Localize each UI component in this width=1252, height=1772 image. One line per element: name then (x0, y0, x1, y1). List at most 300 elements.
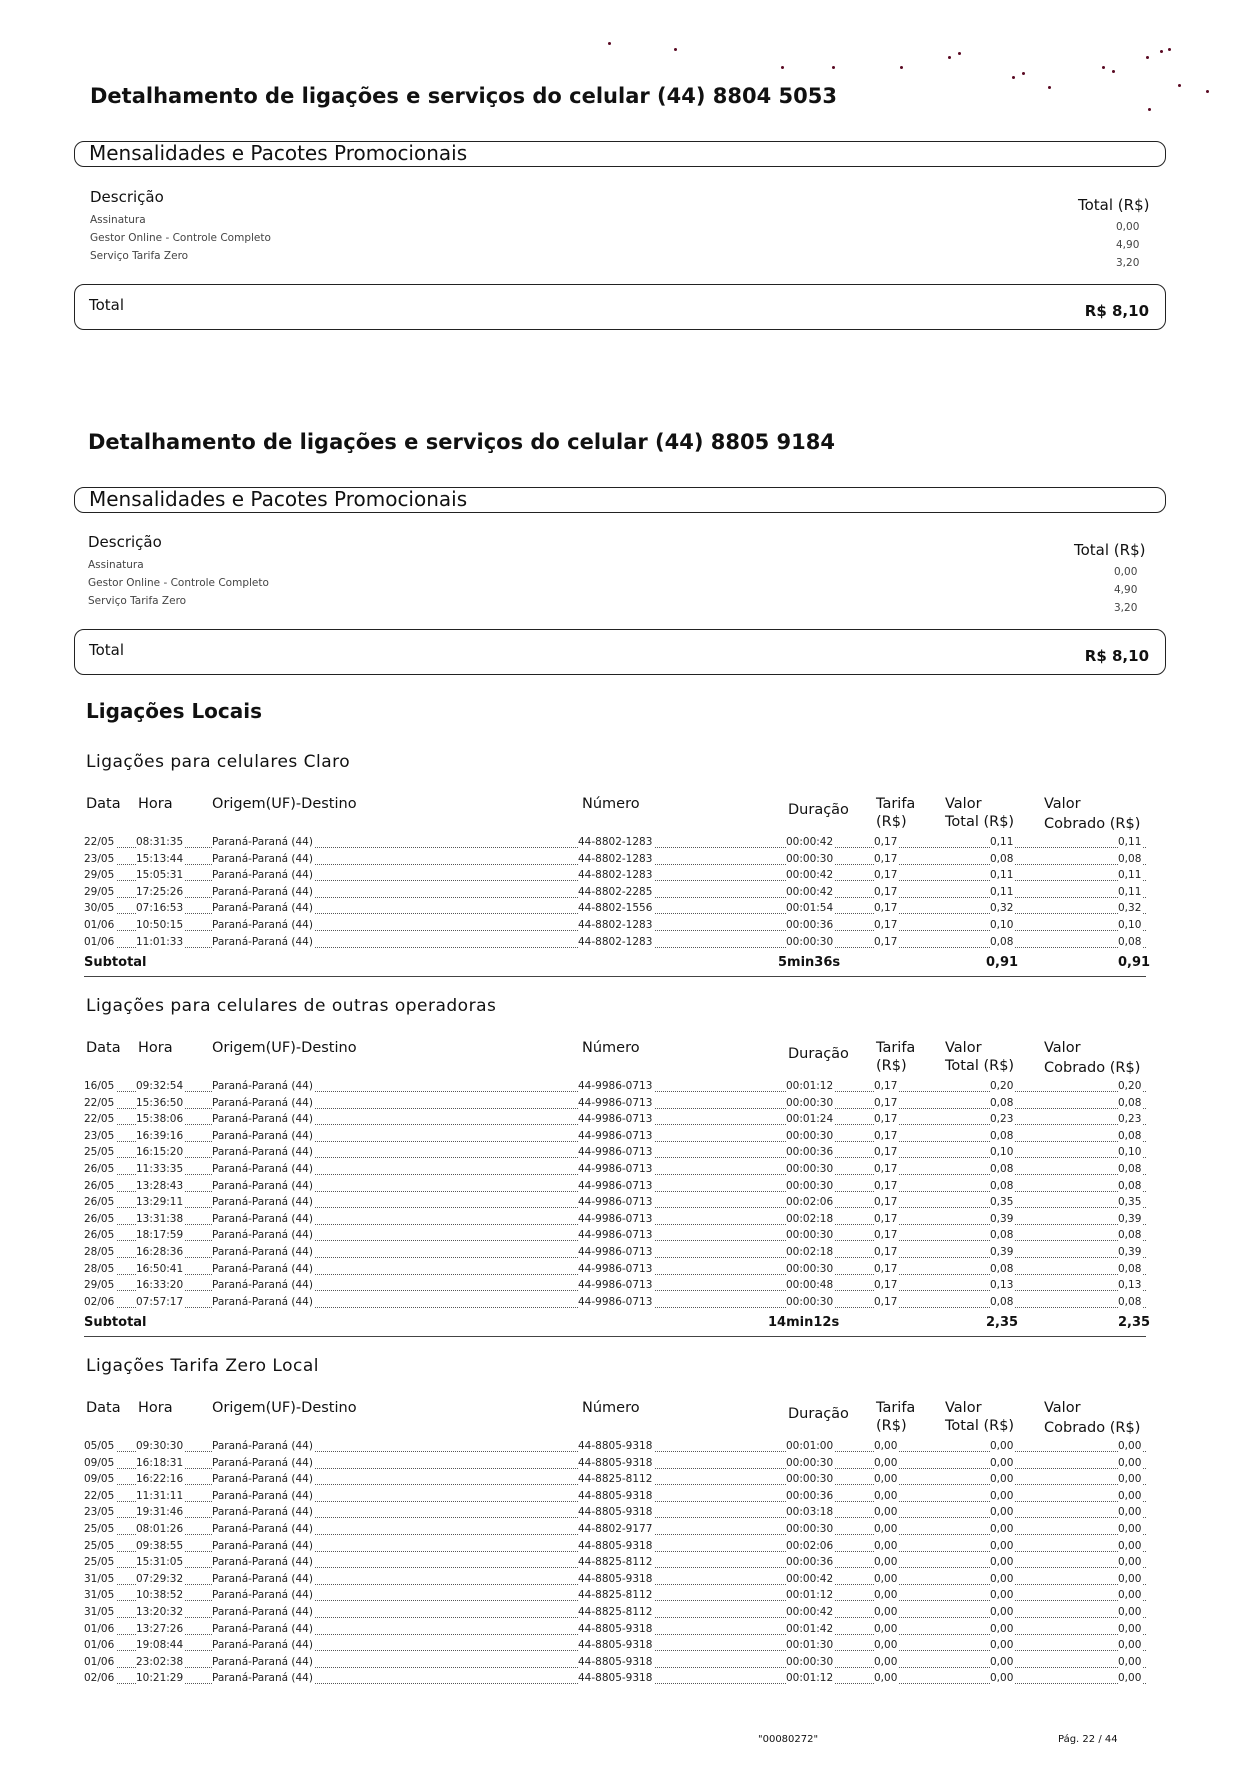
cell-tariff: 0,00 (874, 1589, 898, 1602)
footer-code: "00080272" (758, 1734, 819, 1745)
cell-date: 31/05 (84, 1572, 115, 1585)
cell-number: 44-9986-0713 (578, 1212, 653, 1225)
cell-charged: 0,08 (1118, 1163, 1142, 1175)
block1-total-box (74, 284, 1166, 330)
decorative-dot (674, 48, 677, 51)
cell-origin: Paraná-Paraná (44) (212, 935, 313, 948)
cell-total: 0,13 (990, 1279, 1014, 1292)
decorative-dot (900, 66, 903, 69)
cell-date: 16/05 (84, 1080, 115, 1092)
cell-duration: 00:00:30 (786, 1179, 834, 1192)
subtotal-divider (84, 1336, 1146, 1337)
cell-number: 44-8802-9177 (578, 1523, 653, 1535)
cell-date: 22/05 (84, 836, 115, 848)
cell-number: 44-9986-0713 (578, 1179, 653, 1192)
cell-charged: 0,32 (1118, 902, 1142, 915)
column-header-tarifa: Tarifa (876, 1400, 916, 1416)
column-header-vtotal2: Total (R$) (945, 1058, 1015, 1074)
table-row (84, 1473, 1146, 1489)
cell-number: 44-9986-0713 (578, 1113, 653, 1126)
block2-box-title-text: Mensalidades e Pacotes Promocionais (89, 487, 468, 511)
cell-date: 22/05 (84, 1096, 115, 1109)
table-row (84, 1440, 1146, 1456)
column-header-vtotal: Valor (945, 1040, 982, 1056)
table-row (84, 1556, 1146, 1572)
decorative-dot (1146, 56, 1149, 59)
block2-total-box (74, 629, 1166, 675)
cell-time: 13:31:38 (136, 1212, 184, 1225)
cell-origin: Paraná-Paraná (44) (212, 1440, 313, 1452)
table-row (84, 1180, 1146, 1196)
cell-time: 09:38:55 (136, 1539, 184, 1552)
cell-charged: 0,00 (1118, 1556, 1142, 1569)
cell-number: 44-8802-1283 (578, 836, 653, 848)
cell-date: 30/05 (84, 902, 115, 915)
cell-duration: 00:00:36 (786, 1556, 834, 1569)
cell-number: 44-8805-9318 (578, 1572, 653, 1585)
cell-date: 23/05 (84, 1506, 115, 1519)
cell-date: 02/06 (84, 1295, 115, 1308)
cell-origin: Paraná-Paraná (44) (212, 1523, 313, 1535)
column-header-hora: Hora (138, 1400, 173, 1416)
cell-number: 44-8825-8112 (578, 1473, 653, 1486)
cell-origin: Paraná-Paraná (44) (212, 852, 313, 865)
block1-total-label: Total (89, 296, 125, 314)
cell-date: 02/06 (84, 1672, 115, 1685)
cell-charged: 0,00 (1118, 1489, 1142, 1502)
column-header-duracao: Duração (788, 802, 849, 818)
cell-time: 13:29:11 (136, 1196, 184, 1209)
cell-charged: 0,08 (1118, 1229, 1142, 1242)
cell-tariff: 0,17 (874, 935, 898, 948)
cell-date: 01/06 (84, 919, 115, 931)
column-header-numero: Número (582, 1040, 640, 1056)
cell-date: 26/05 (84, 1196, 115, 1209)
cell-origin: Paraná-Paraná (44) (212, 1129, 313, 1142)
cell-tariff: 0,00 (874, 1539, 898, 1552)
cell-charged: 0,13 (1118, 1279, 1142, 1292)
cell-charged: 0,00 (1118, 1473, 1142, 1486)
table-row (84, 1279, 1146, 1295)
table-row (84, 1506, 1146, 1522)
cell-duration: 00:00:36 (786, 919, 834, 931)
cell-origin: Paraná-Paraná (44) (212, 1196, 313, 1209)
column-header-numero: Número (582, 796, 640, 812)
cell-time: 23:02:38 (136, 1655, 184, 1668)
cell-tariff: 0,00 (874, 1506, 898, 1519)
cell-tariff: 0,17 (874, 852, 898, 865)
cell-date: 09/05 (84, 1473, 115, 1486)
column-header-data: Data (86, 1400, 121, 1416)
cell-duration: 00:02:06 (786, 1539, 834, 1552)
table-row (84, 1523, 1146, 1539)
table-row (84, 1097, 1146, 1113)
column-header-duracao: Duração (788, 1406, 849, 1422)
cell-date: 23/05 (84, 1129, 115, 1142)
cell-origin: Paraná-Paraná (44) (212, 1179, 313, 1192)
cell-tariff: 0,00 (874, 1556, 898, 1569)
table-row (84, 1080, 1146, 1096)
cell-total: 0,10 (990, 919, 1014, 931)
cell-number: 44-8805-9318 (578, 1655, 653, 1668)
table-row (84, 1490, 1146, 1506)
cell-total: 0,08 (990, 1262, 1014, 1275)
cell-number: 44-8825-8112 (578, 1556, 653, 1569)
decorative-dot (1168, 48, 1171, 51)
cell-origin: Paraná-Paraná (44) (212, 1080, 313, 1092)
subtotal-charged: 2,35 (1118, 1315, 1151, 1331)
cell-duration: 00:00:30 (786, 1163, 834, 1175)
cell-tariff: 0,00 (874, 1672, 898, 1685)
cell-duration: 00:00:30 (786, 1655, 834, 1668)
decorative-dot (1178, 84, 1181, 87)
cell-charged: 0,35 (1118, 1196, 1142, 1209)
cell-origin: Paraná-Paraná (44) (212, 836, 313, 848)
block1-item-value: 0,00 (1116, 221, 1140, 233)
cell-duration: 00:00:30 (786, 1229, 834, 1242)
footer-page-number: Pág. 22 / 44 (1058, 1734, 1118, 1745)
cell-duration: 00:03:18 (786, 1506, 834, 1519)
cell-date: 01/06 (84, 1655, 115, 1668)
column-header-vcobrado2: Cobrado (R$) (1044, 1420, 1141, 1436)
cell-duration: 00:01:24 (786, 1113, 834, 1126)
cell-origin: Paraná-Paraná (44) (212, 1246, 313, 1258)
cell-total: 0,00 (990, 1456, 1014, 1469)
column-header-vtotal2: Total (R$) (945, 1418, 1015, 1434)
cell-total: 0,00 (990, 1506, 1014, 1519)
table-row (84, 1623, 1146, 1639)
cell-time: 10:21:29 (136, 1672, 184, 1685)
column-header-vcobrado: Valor (1044, 1400, 1081, 1416)
cell-origin: Paraná-Paraná (44) (212, 1229, 313, 1242)
cell-time: 09:32:54 (136, 1080, 184, 1092)
cell-total: 0,00 (990, 1539, 1014, 1552)
cell-total: 0,08 (990, 935, 1014, 948)
cell-date: 09/05 (84, 1456, 115, 1469)
block1-box-title (74, 141, 1166, 167)
cell-number: 44-9986-0713 (578, 1279, 653, 1292)
cell-time: 13:20:32 (136, 1606, 184, 1618)
column-header-origem: Origem(UF)-Destino (212, 1400, 357, 1416)
cell-time: 18:17:59 (136, 1229, 184, 1242)
cell-tariff: 0,17 (874, 1262, 898, 1275)
block2-item-name: Assinatura (88, 559, 144, 571)
table-row (84, 1113, 1146, 1129)
column-header-vcobrado2: Cobrado (R$) (1044, 1060, 1141, 1076)
block1-item-name: Serviço Tarifa Zero (90, 250, 189, 262)
cell-duration: 00:00:30 (786, 1295, 834, 1308)
cell-number: 44-8805-9318 (578, 1506, 653, 1519)
cell-date: 28/05 (84, 1262, 115, 1275)
subtotal-total: 0,91 (986, 955, 1019, 971)
cell-charged: 0,08 (1118, 935, 1142, 948)
cell-origin: Paraná-Paraná (44) (212, 1489, 313, 1502)
cell-time: 16:15:20 (136, 1146, 184, 1159)
table-row (84, 1457, 1146, 1473)
cell-origin: Paraná-Paraná (44) (212, 902, 313, 915)
cell-number: 44-9986-0713 (578, 1163, 653, 1175)
decorative-dot (1022, 72, 1025, 75)
cell-date: 29/05 (84, 885, 115, 898)
cell-time: 13:28:43 (136, 1179, 184, 1192)
cell-time: 15:36:50 (136, 1096, 184, 1109)
cell-origin: Paraná-Paraná (44) (212, 869, 313, 882)
cell-origin: Paraná-Paraná (44) (212, 1672, 313, 1685)
cell-origin: Paraná-Paraná (44) (212, 1456, 313, 1469)
block2-item-name: Serviço Tarifa Zero (88, 595, 187, 607)
cell-total: 0,11 (990, 885, 1014, 898)
cell-number: 44-8825-8112 (578, 1606, 653, 1618)
cell-total: 0,23 (990, 1113, 1014, 1126)
cell-date: 22/05 (84, 1489, 115, 1502)
cell-tariff: 0,17 (874, 1163, 898, 1175)
decorative-dot (958, 52, 961, 55)
cell-time: 19:08:44 (136, 1639, 184, 1652)
block1-item-value: 3,20 (1116, 257, 1140, 269)
cell-total: 0,08 (990, 852, 1014, 865)
table-row (84, 836, 1146, 852)
cell-duration: 00:00:42 (786, 869, 834, 882)
cell-charged: 0,10 (1118, 919, 1142, 931)
cell-charged: 0,23 (1118, 1113, 1142, 1126)
column-header-duracao: Duração (788, 1046, 849, 1062)
block2-item-value: 0,00 (1114, 566, 1138, 578)
cell-origin: Paraná-Paraná (44) (212, 1589, 313, 1602)
cell-duration: 00:00:30 (786, 1456, 834, 1469)
cell-time: 11:01:33 (136, 935, 184, 948)
cell-total: 0,39 (990, 1246, 1014, 1258)
cell-duration: 00:00:36 (786, 1146, 834, 1159)
cell-charged: 0,08 (1118, 1129, 1142, 1142)
column-header-tarifa2: (R$) (876, 1058, 907, 1074)
cell-origin: Paraná-Paraná (44) (212, 1655, 313, 1668)
cell-charged: 0,08 (1118, 1179, 1142, 1192)
column-header-vcobrado2: Cobrado (R$) (1044, 816, 1141, 832)
cell-tariff: 0,17 (874, 1212, 898, 1225)
cell-number: 44-8825-8112 (578, 1589, 653, 1602)
column-header-tarifa: Tarifa (876, 796, 916, 812)
cell-charged: 0,00 (1118, 1506, 1142, 1519)
locais-section-title: Ligações Locais (86, 699, 263, 723)
column-header-tarifa2: (R$) (876, 814, 907, 830)
cell-number: 44-8805-9318 (578, 1456, 653, 1469)
cell-charged: 0,00 (1118, 1622, 1142, 1635)
decorative-dot (832, 66, 835, 69)
block1-item-value: 4,90 (1116, 239, 1140, 251)
cell-duration: 00:01:12 (786, 1080, 834, 1092)
cell-total: 0,32 (990, 902, 1014, 915)
cell-origin: Paraná-Paraná (44) (212, 1163, 313, 1175)
cell-duration: 00:02:18 (786, 1246, 834, 1258)
cell-origin: Paraná-Paraná (44) (212, 1506, 313, 1519)
cell-time: 16:50:41 (136, 1262, 184, 1275)
cell-charged: 0,00 (1118, 1440, 1142, 1452)
cell-tariff: 0,17 (874, 919, 898, 931)
cell-tariff: 0,00 (874, 1473, 898, 1486)
cell-time: 15:38:06 (136, 1113, 184, 1126)
block1-box-title-text: Mensalidades e Pacotes Promocionais (89, 141, 468, 165)
cell-tariff: 0,17 (874, 1179, 898, 1192)
cell-duration: 00:02:18 (786, 1212, 834, 1225)
cell-total: 0,08 (990, 1129, 1014, 1142)
cell-total: 0,00 (990, 1572, 1014, 1585)
cell-number: 44-9986-0713 (578, 1229, 653, 1242)
cell-origin: Paraná-Paraná (44) (212, 1556, 313, 1569)
column-header-numero: Número (582, 1400, 640, 1416)
cell-total: 0,10 (990, 1146, 1014, 1159)
cell-duration: 00:00:30 (786, 1129, 834, 1142)
cell-duration: 00:01:42 (786, 1622, 834, 1635)
cell-time: 10:50:15 (136, 919, 184, 931)
cell-duration: 00:00:30 (786, 1523, 834, 1535)
cell-origin: Paraná-Paraná (44) (212, 885, 313, 898)
cell-charged: 0,10 (1118, 1146, 1142, 1159)
cell-number: 44-8802-1283 (578, 919, 653, 931)
cell-total: 0,00 (990, 1606, 1014, 1618)
cell-tariff: 0,00 (874, 1572, 898, 1585)
cell-number: 44-9986-0713 (578, 1196, 653, 1209)
cell-total: 0,00 (990, 1622, 1014, 1635)
cell-charged: 0,11 (1118, 885, 1142, 898)
cell-duration: 00:00:42 (786, 885, 834, 898)
cell-number: 44-8805-9318 (578, 1639, 653, 1652)
cell-date: 31/05 (84, 1606, 115, 1618)
cell-time: 09:30:30 (136, 1440, 184, 1452)
cell-charged: 0,00 (1118, 1672, 1142, 1685)
cell-tariff: 0,00 (874, 1523, 898, 1535)
cell-tariff: 0,00 (874, 1622, 898, 1635)
table-title: Ligações para celulares Claro (86, 752, 351, 772)
table-row (84, 869, 1146, 885)
table-row (84, 886, 1146, 902)
table-row (84, 1606, 1146, 1622)
column-header-hora: Hora (138, 796, 173, 812)
cell-charged: 0,00 (1118, 1639, 1142, 1652)
cell-charged: 0,00 (1118, 1456, 1142, 1469)
cell-time: 07:57:17 (136, 1295, 184, 1308)
block2-box-title (74, 487, 1166, 513)
table-row (84, 1656, 1146, 1672)
cell-number: 44-8805-9318 (578, 1539, 653, 1552)
cell-duration: 00:01:30 (786, 1639, 834, 1652)
table-title: Ligações Tarifa Zero Local (86, 1356, 319, 1376)
cell-tariff: 0,00 (874, 1456, 898, 1469)
cell-date: 29/05 (84, 1279, 115, 1292)
cell-time: 17:25:26 (136, 885, 184, 898)
decorative-dot (948, 56, 951, 59)
column-header-vtotal2: Total (R$) (945, 814, 1015, 830)
cell-tariff: 0,17 (874, 836, 898, 848)
cell-number: 44-8805-9318 (578, 1672, 653, 1685)
cell-tariff: 0,17 (874, 1146, 898, 1159)
subtotal-total: 2,35 (986, 1315, 1019, 1331)
cell-total: 0,00 (990, 1440, 1014, 1452)
cell-origin: Paraná-Paraná (44) (212, 1212, 313, 1225)
cell-total: 0,00 (990, 1489, 1014, 1502)
cell-time: 11:31:11 (136, 1489, 184, 1502)
cell-duration: 00:00:42 (786, 1572, 834, 1585)
block1-desc-label: Descrição (90, 188, 164, 206)
block2-item-value: 4,90 (1114, 584, 1138, 596)
cell-date: 26/05 (84, 1163, 115, 1175)
table-row (84, 1246, 1146, 1262)
cell-total: 0,08 (990, 1096, 1014, 1109)
cell-total: 0,00 (990, 1523, 1014, 1535)
block2-total-col-label: Total (R$) (1074, 541, 1146, 559)
table-row (84, 1130, 1146, 1146)
cell-date: 26/05 (84, 1179, 115, 1192)
cell-charged: 0,11 (1118, 836, 1142, 848)
block1-item-name: Gestor Online - Controle Completo (90, 232, 271, 244)
cell-origin: Paraná-Paraná (44) (212, 1572, 313, 1585)
table-row (84, 1263, 1146, 1279)
cell-number: 44-8802-2285 (578, 885, 653, 898)
cell-number: 44-8802-1556 (578, 902, 653, 915)
cell-number: 44-8802-1283 (578, 935, 653, 948)
cell-time: 13:27:26 (136, 1622, 184, 1635)
decorative-dot (781, 66, 784, 69)
cell-duration: 00:00:30 (786, 935, 834, 948)
cell-date: 25/05 (84, 1146, 115, 1159)
cell-time: 15:31:05 (136, 1556, 184, 1569)
cell-date: 25/05 (84, 1539, 115, 1552)
cell-date: 22/05 (84, 1113, 115, 1126)
cell-total: 0,08 (990, 1163, 1014, 1175)
block2-desc-label: Descrição (88, 533, 162, 551)
cell-charged: 0,39 (1118, 1212, 1142, 1225)
cell-duration: 00:00:42 (786, 1606, 834, 1618)
cell-total: 0,00 (990, 1639, 1014, 1652)
cell-tariff: 0,00 (874, 1639, 898, 1652)
cell-tariff: 0,17 (874, 1196, 898, 1209)
cell-number: 44-9986-0713 (578, 1096, 653, 1109)
subtotal-charged: 0,91 (1118, 955, 1151, 971)
cell-time: 15:05:31 (136, 869, 184, 882)
cell-tariff: 0,17 (874, 1129, 898, 1142)
cell-number: 44-9986-0713 (578, 1262, 653, 1275)
cell-duration: 00:00:30 (786, 1262, 834, 1275)
cell-number: 44-8802-1283 (578, 852, 653, 865)
block2-item-name: Gestor Online - Controle Completo (88, 577, 269, 589)
table-row (84, 919, 1146, 935)
cell-tariff: 0,00 (874, 1440, 898, 1452)
column-header-origem: Origem(UF)-Destino (212, 1040, 357, 1056)
cell-tariff: 0,17 (874, 1080, 898, 1092)
cell-tariff: 0,17 (874, 1295, 898, 1308)
cell-origin: Paraná-Paraná (44) (212, 1279, 313, 1292)
cell-origin: Paraná-Paraná (44) (212, 1146, 313, 1159)
cell-date: 05/05 (84, 1440, 115, 1452)
table-row (84, 1213, 1146, 1229)
cell-time: 16:18:31 (136, 1456, 184, 1469)
cell-total: 0,20 (990, 1080, 1014, 1092)
cell-date: 01/06 (84, 1639, 115, 1652)
table-row (84, 1540, 1146, 1556)
column-header-tarifa2: (R$) (876, 1418, 907, 1434)
cell-origin: Paraná-Paraná (44) (212, 1622, 313, 1635)
block1-total-col-label: Total (R$) (1078, 196, 1150, 214)
cell-duration: 00:00:30 (786, 1096, 834, 1109)
cell-charged: 0,08 (1118, 1262, 1142, 1275)
column-header-vcobrado: Valor (1044, 1040, 1081, 1056)
cell-date: 25/05 (84, 1523, 115, 1535)
column-header-origem: Origem(UF)-Destino (212, 796, 357, 812)
cell-charged: 0,08 (1118, 1096, 1142, 1109)
cell-charged: 0,00 (1118, 1539, 1142, 1552)
cell-origin: Paraná-Paraná (44) (212, 919, 313, 931)
cell-date: 31/05 (84, 1589, 115, 1602)
cell-time: 19:31:46 (136, 1506, 184, 1519)
